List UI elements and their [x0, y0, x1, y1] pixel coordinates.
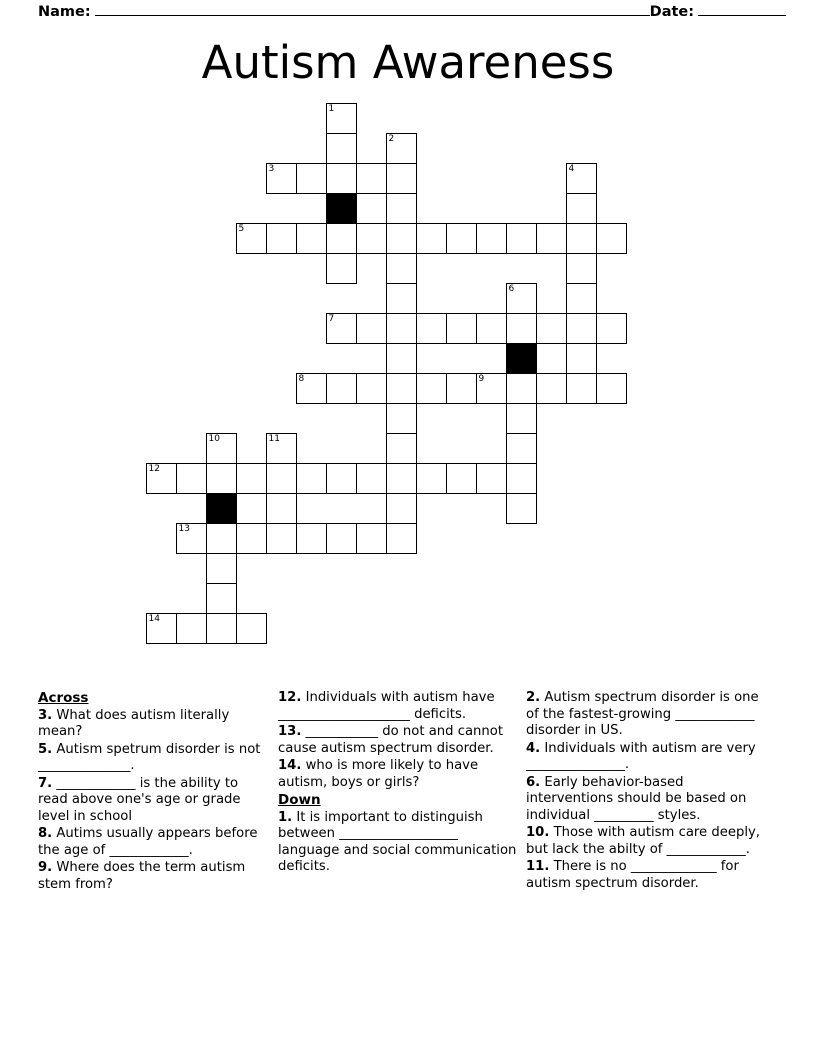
grid-cell[interactable]	[536, 223, 567, 254]
clue-text: who is more likely to have autism, boys or girls?	[278, 758, 479, 790]
date-blank-line[interactable]	[698, 15, 786, 16]
grid-cell[interactable]	[566, 223, 597, 254]
grid-cell[interactable]	[566, 163, 597, 194]
grid-cell-number: 7	[328, 314, 335, 324]
clue-text: Autism spetrum disorder is not ______________.	[38, 741, 261, 773]
grid-cell[interactable]	[206, 613, 237, 644]
grid-cell[interactable]	[326, 463, 357, 494]
clue-number: 8.	[38, 826, 53, 841]
grid-cell[interactable]	[146, 613, 177, 644]
clues-column-1	[38, 690, 278, 894]
clue-number: 14.	[278, 758, 302, 773]
date-label: Date:	[649, 4, 695, 20]
grid-cell[interactable]	[386, 463, 417, 494]
grid-cell-number: 11	[268, 434, 280, 444]
grid-cell[interactable]	[296, 523, 327, 554]
grid-cell[interactable]	[416, 223, 447, 254]
clue-number: 3.	[38, 707, 53, 723]
grid-cell[interactable]	[326, 133, 357, 164]
clue-text: What does autism literally mean?	[38, 707, 230, 739]
grid-cell[interactable]	[266, 523, 297, 554]
grid-cell[interactable]	[176, 613, 207, 644]
name-field-group	[38, 4, 650, 20]
clues-column-2	[278, 690, 526, 894]
grid-cell[interactable]	[386, 283, 417, 314]
grid-cell[interactable]	[326, 163, 357, 194]
grid-cell-number: 6	[508, 284, 515, 294]
grid-cell[interactable]	[566, 343, 597, 374]
grid-cell[interactable]	[566, 313, 597, 344]
grid-cell[interactable]	[506, 373, 537, 404]
grid-cell[interactable]	[596, 373, 627, 404]
grid-cell[interactable]	[566, 193, 597, 224]
grid-cell[interactable]	[176, 523, 207, 554]
grid-cell[interactable]	[386, 523, 417, 554]
grid-cell[interactable]	[326, 373, 357, 404]
clue-down-1	[278, 810, 518, 876]
clue-text: Individuals with autism have ____________________ deficits.	[278, 690, 495, 722]
grid-cell[interactable]	[206, 433, 237, 464]
grid-cell[interactable]	[566, 373, 597, 404]
grid-cell[interactable]	[296, 373, 327, 404]
grid-cell[interactable]	[356, 223, 387, 254]
grid-cell[interactable]	[506, 283, 537, 314]
grid-cell[interactable]	[356, 313, 387, 344]
grid-cell[interactable]	[356, 373, 387, 404]
grid-cell[interactable]	[416, 463, 447, 494]
grid-cell[interactable]	[596, 313, 627, 344]
clue-number: 13.	[278, 724, 302, 739]
grid-cell[interactable]	[476, 223, 507, 254]
grid-cell-number: 8	[298, 374, 305, 384]
grid-cell[interactable]	[416, 313, 447, 344]
clue-across-8	[38, 826, 270, 859]
grid-cell[interactable]	[326, 103, 357, 134]
grid-cell[interactable]	[386, 433, 417, 464]
down-heading: Down	[278, 792, 321, 808]
grid-cell[interactable]	[206, 553, 237, 584]
clue-number: 5.	[38, 741, 53, 757]
clue-number: 10.	[526, 825, 550, 840]
clue-down-11	[526, 859, 766, 892]
grid-cell[interactable]	[566, 283, 597, 314]
grid-cell[interactable]	[386, 313, 417, 344]
grid-cell[interactable]	[266, 163, 297, 194]
clue-text: Those with autism care deeply, but lack the abilty of ____________.	[526, 825, 760, 857]
grid-cell[interactable]	[386, 403, 417, 434]
grid-cell-blocked	[206, 493, 237, 524]
grid-cell[interactable]	[386, 193, 417, 224]
grid-cell[interactable]	[236, 463, 267, 494]
clue-number: 6.	[526, 774, 541, 790]
grid-cell[interactable]	[236, 523, 267, 554]
grid-cell[interactable]	[536, 313, 567, 344]
clue-text: Where does the term autism stem from?	[38, 860, 246, 892]
grid-cell-number: 5	[238, 224, 245, 234]
grid-cell[interactable]	[446, 313, 477, 344]
clues-column-3	[526, 690, 774, 894]
grid-cell[interactable]	[506, 313, 537, 344]
crossword-grid-area	[38, 103, 778, 693]
clue-down-2	[526, 690, 766, 740]
clue-text: Autims usually appears before the age of ____________.	[38, 826, 258, 858]
grid-cell[interactable]	[206, 463, 237, 494]
grid-cell[interactable]	[266, 433, 297, 464]
clue-text: Autism spectrum disorder is one of the fastest-growing ____________ disorder in US.	[526, 690, 759, 738]
grid-cell[interactable]	[476, 313, 507, 344]
grid-cell[interactable]	[236, 493, 267, 524]
grid-cell[interactable]	[476, 373, 507, 404]
clue-down-10	[526, 825, 766, 858]
clue-text: It is important to distinguish between __________________ language and social communication deficits.	[278, 809, 517, 874]
grid-cell[interactable]	[236, 223, 267, 254]
grid-cell[interactable]	[296, 223, 327, 254]
grid-cell[interactable]	[506, 463, 537, 494]
grid-cell[interactable]	[386, 163, 417, 194]
clue-across-13	[278, 724, 518, 757]
grid-cell[interactable]	[176, 463, 207, 494]
across-heading: Across	[38, 690, 89, 706]
name-label: Name:	[38, 4, 91, 20]
grid-cell[interactable]	[146, 463, 177, 494]
grid-cell[interactable]	[386, 133, 417, 164]
clue-across-3	[38, 708, 270, 741]
grid-cell[interactable]	[506, 493, 537, 524]
clue-text: There is no _____________ for autism spectrum disorder.	[526, 859, 739, 891]
grid-cell[interactable]	[296, 463, 327, 494]
grid-cell-number: 12	[148, 464, 160, 474]
grid-cell-blocked	[326, 193, 357, 224]
clue-number: 4.	[526, 740, 541, 756]
grid-cell[interactable]	[206, 583, 237, 614]
clue-text: Individuals with autism are very _______________.	[526, 740, 756, 772]
clue-across-7	[38, 776, 270, 826]
clue-down-4	[526, 741, 766, 774]
grid-cell-number: 13	[178, 524, 190, 534]
clue-text: ____________ is the ability to read above one's age or grade level in school	[38, 775, 241, 824]
grid-cell[interactable]	[446, 373, 477, 404]
name-blank-line[interactable]	[95, 15, 650, 16]
grid-cell[interactable]	[386, 343, 417, 374]
grid-cell-number: 14	[148, 614, 160, 624]
clue-across-9	[38, 860, 270, 893]
clue-text: ___________ do not and cannot cause autism spectrum disorder.	[278, 724, 503, 756]
grid-cell[interactable]	[326, 313, 357, 344]
grid-cell[interactable]	[266, 493, 297, 524]
grid-cell-number: 9	[478, 374, 485, 384]
date-field-group	[650, 4, 786, 20]
grid-cell[interactable]	[266, 223, 297, 254]
grid-cell-number: 1	[328, 104, 335, 114]
grid-cell[interactable]	[326, 223, 357, 254]
page-title: Autism Awareness	[201, 36, 615, 89]
clue-across-14	[278, 758, 518, 791]
grid-cell[interactable]	[536, 373, 567, 404]
grid-cell[interactable]	[386, 253, 417, 284]
grid-cell[interactable]	[356, 523, 387, 554]
clue-number: 2.	[526, 690, 541, 705]
clue-across-5	[38, 742, 270, 775]
grid-cell[interactable]	[356, 463, 387, 494]
grid-cell-blocked	[506, 343, 537, 374]
grid-cell[interactable]	[326, 523, 357, 554]
grid-cell[interactable]	[296, 163, 327, 194]
grid-cell[interactable]	[506, 433, 537, 464]
grid-cell[interactable]	[476, 463, 507, 494]
grid-cell[interactable]	[566, 253, 597, 284]
grid-cell[interactable]	[446, 223, 477, 254]
clue-down-6	[526, 775, 766, 825]
grid-cell[interactable]	[596, 223, 627, 254]
grid-cell[interactable]	[416, 373, 447, 404]
grid-cell-number: 10	[208, 434, 220, 444]
grid-cell[interactable]	[506, 223, 537, 254]
grid-cell-number: 4	[568, 164, 575, 174]
worksheet-header	[38, 0, 778, 20]
clue-number: 9.	[38, 860, 53, 875]
grid-cell[interactable]	[386, 493, 417, 524]
clue-number: 7.	[38, 775, 53, 791]
clue-number: 12.	[278, 690, 302, 705]
grid-cell[interactable]	[206, 523, 237, 554]
clue-across-12	[278, 690, 518, 723]
grid-cell[interactable]	[386, 223, 417, 254]
grid-cell[interactable]	[386, 373, 417, 404]
grid-cell[interactable]	[506, 403, 537, 434]
grid-cell[interactable]	[266, 463, 297, 494]
grid-cell[interactable]	[326, 253, 357, 284]
grid-cell[interactable]	[236, 613, 267, 644]
clue-number: 1.	[278, 809, 293, 825]
grid-cell[interactable]	[446, 463, 477, 494]
grid-cell[interactable]	[356, 163, 387, 194]
clues-area	[38, 690, 778, 894]
grid-cell-number: 3	[268, 164, 275, 174]
clue-number: 11.	[526, 859, 550, 874]
clue-text: Early behavior-based interventions should be based on individual _________ styles.	[526, 774, 747, 823]
grid-cell-number: 2	[388, 134, 395, 144]
